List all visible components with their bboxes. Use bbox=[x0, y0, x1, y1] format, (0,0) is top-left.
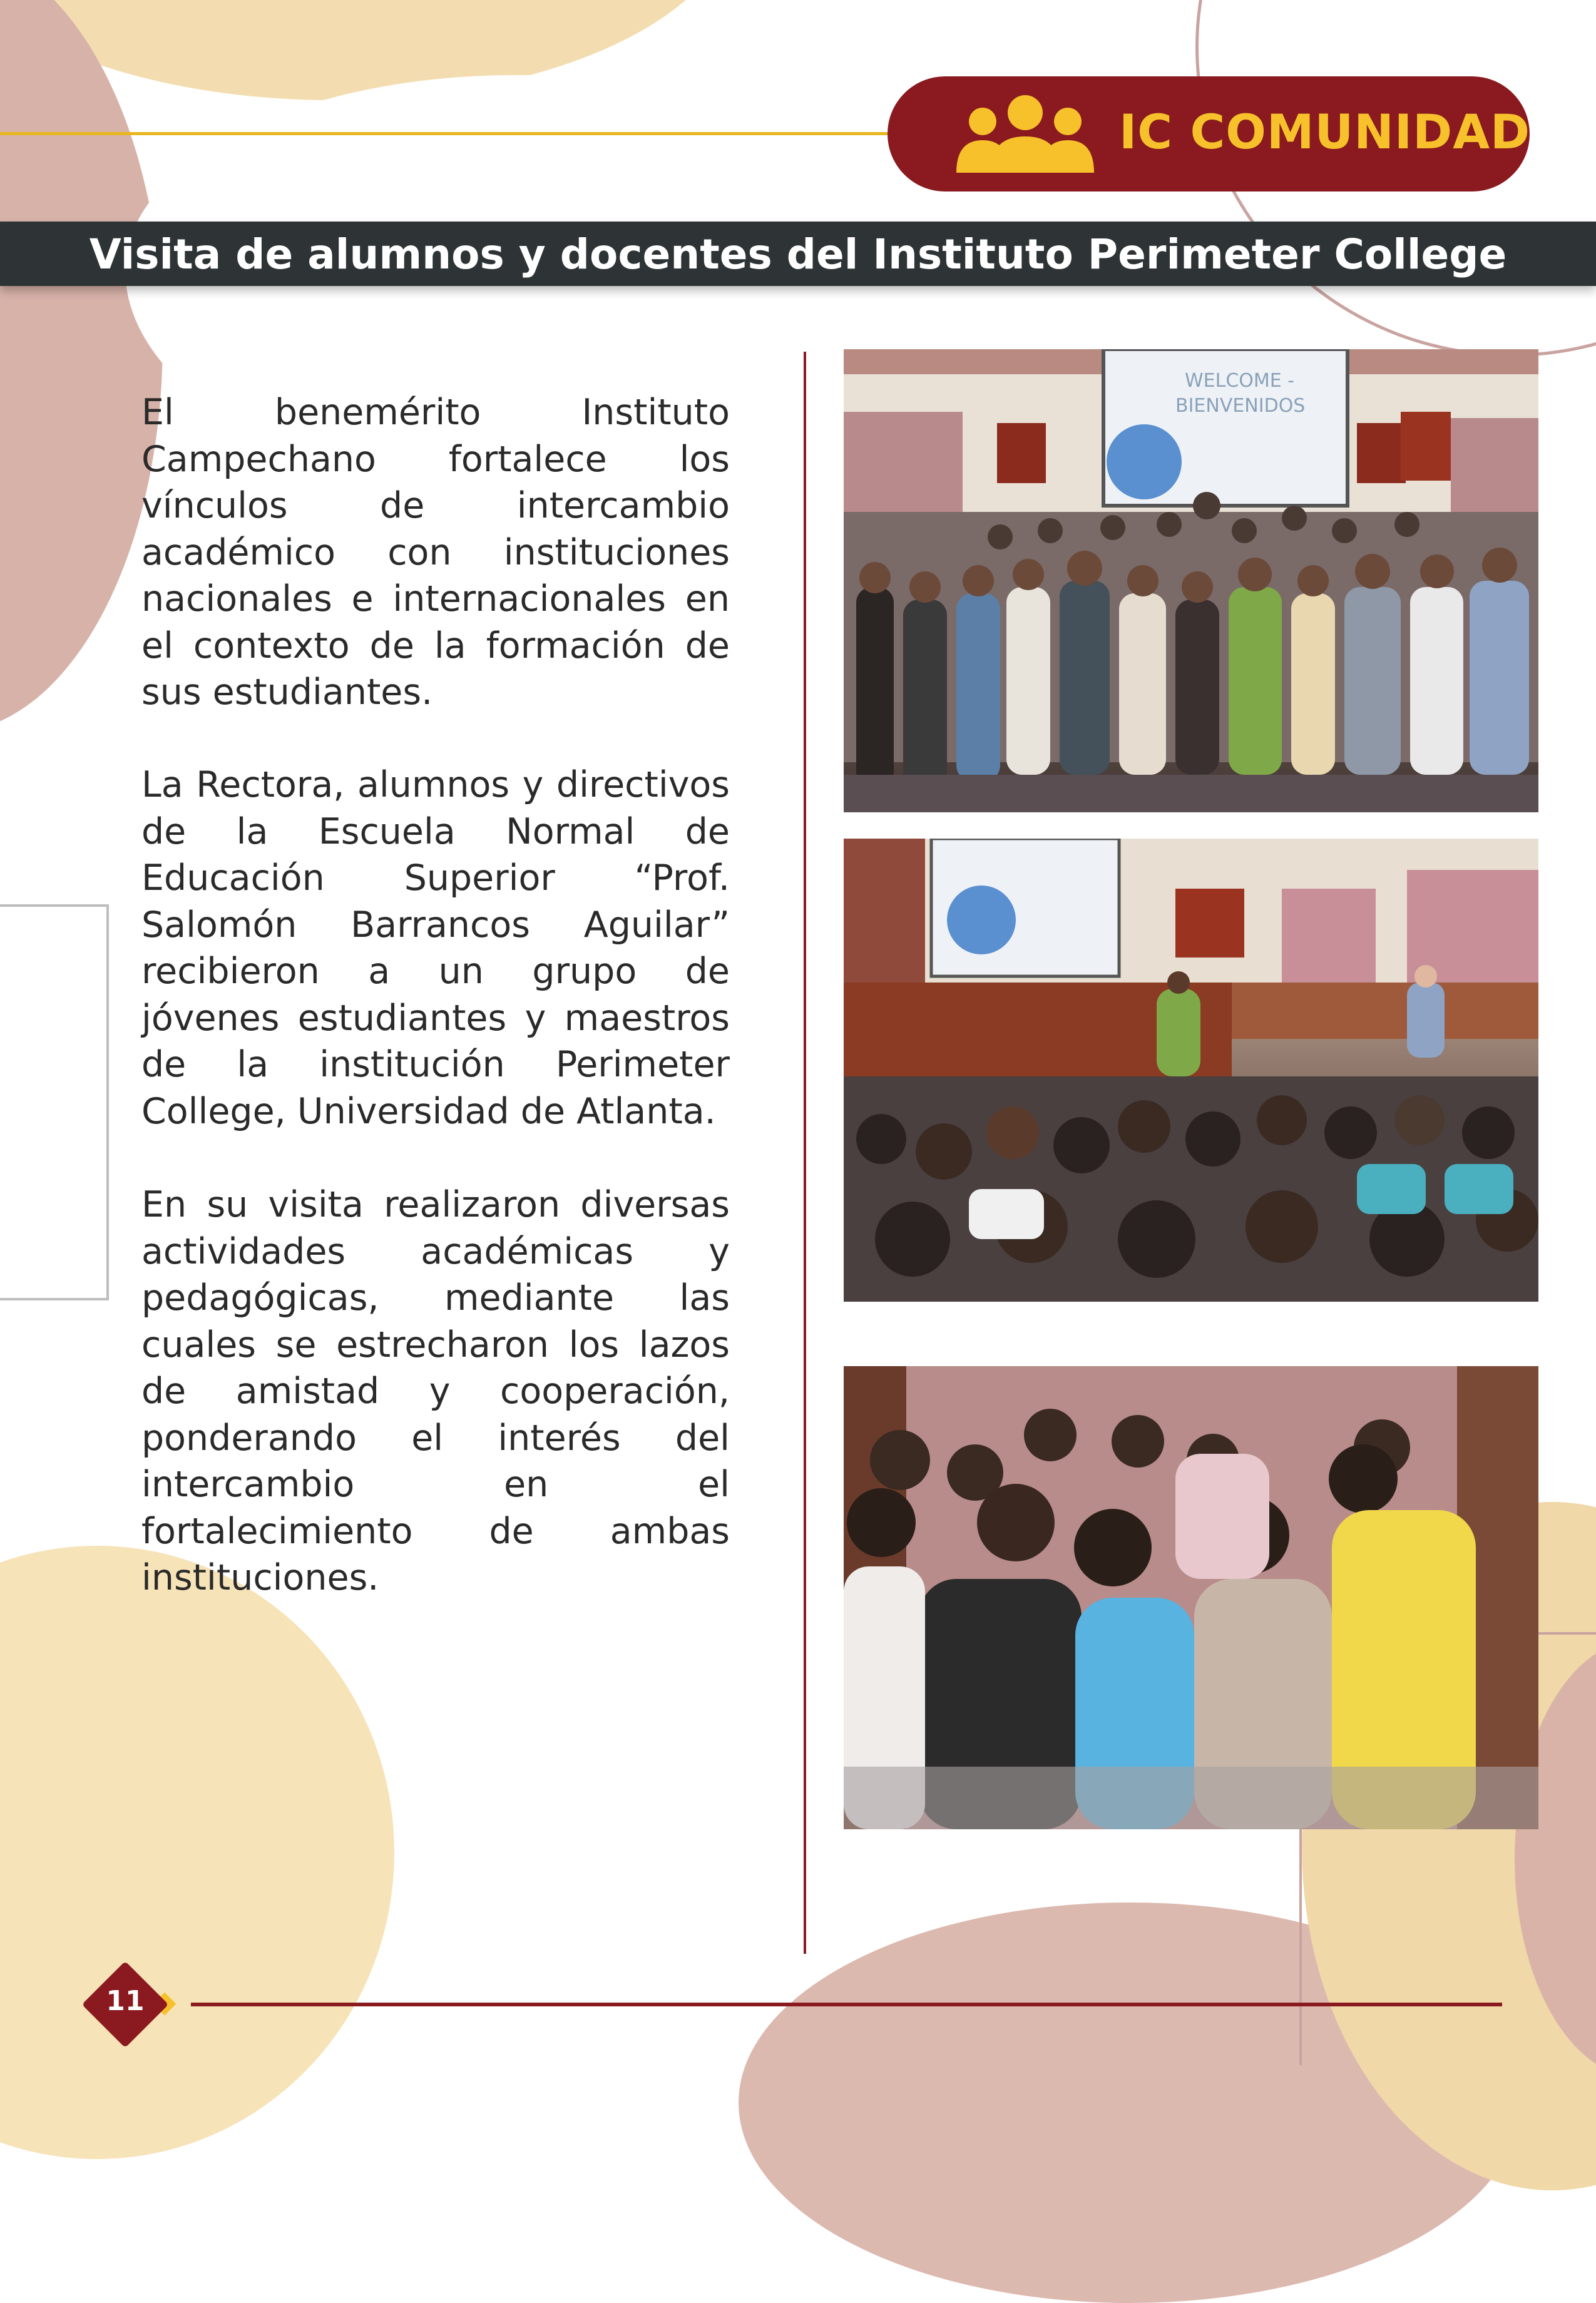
left-bracket-frame bbox=[0, 904, 109, 1300]
footer-line bbox=[191, 2003, 1502, 2006]
section-label: IC COMUNIDAD bbox=[1119, 104, 1531, 160]
paragraph-3: En su visita realizaron diversas actividades académicas y pedagógicas, mediante las cuales se estrecharon los lazos de amistad y cooperación, ponderando el interés del intercambio en el fortalecimiento de ambas instituciones. bbox=[141, 1184, 730, 1598]
students-seated-photo bbox=[844, 1366, 1538, 1829]
paragraph-1: El benemérito Instituto Campechano fortalece los vínculos de intercambio académico con instituciones nacionales e internacionales en el contexto de la formación de sus estudiantes. bbox=[141, 392, 730, 713]
bg-blob-left-rose bbox=[0, 0, 163, 732]
section-header-pill bbox=[888, 76, 1530, 191]
column-divider bbox=[804, 352, 806, 1954]
people-group-icon bbox=[950, 90, 1100, 178]
auditorium-photo bbox=[844, 839, 1538, 1302]
article-title: Visita de alumnos y docentes del Instituto Perimeter College bbox=[89, 230, 1507, 278]
paragraph-2: La Rectora, alumnos y directivos de la Escuela Normal de Educación Superior “Prof. Salomón Barrancos Aguilar” recibieron a un grupo de jóvenes estudiantes y maestros de la institución Perimeter College, Universidad de Atlanta. bbox=[141, 764, 730, 1132]
bg-blob-bottom-left-beige bbox=[0, 1546, 394, 2159]
page-number: 11 bbox=[106, 1985, 145, 2017]
article-title-bar bbox=[0, 222, 1596, 286]
screen-welcome-text: WELCOME - bbox=[1185, 370, 1295, 392]
screen-bienvenidos-text: BIENVENIDOS bbox=[1175, 395, 1306, 417]
group-photo bbox=[844, 349, 1538, 812]
header-gold-line bbox=[0, 132, 895, 135]
